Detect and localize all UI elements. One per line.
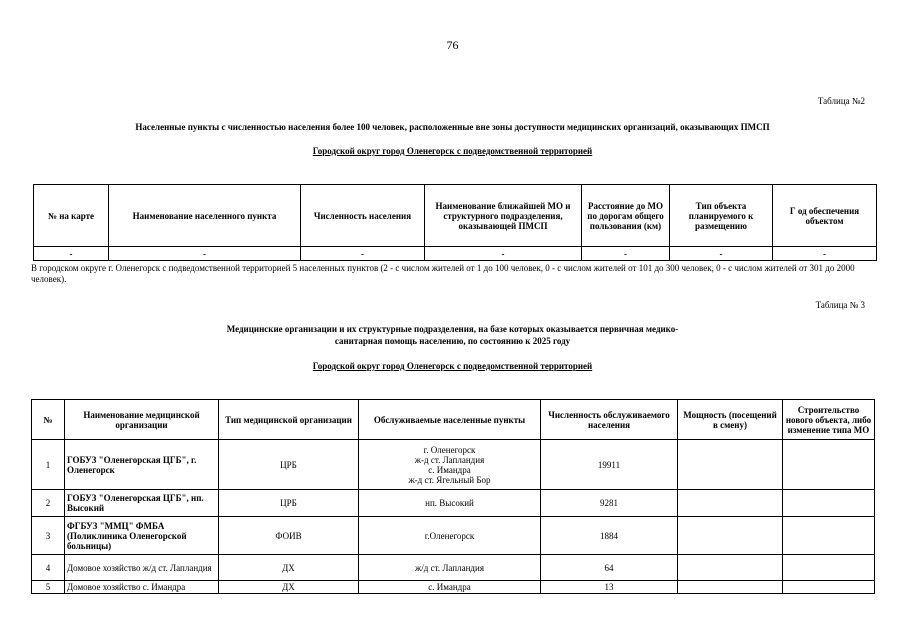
org-type: ФОИВ [219, 517, 359, 555]
table-cell: - [109, 247, 301, 261]
table3-header-row [32, 400, 875, 440]
org-type: ЦРБ [219, 490, 359, 517]
table2-label: Таблица №2 [817, 96, 865, 106]
table-row [32, 440, 875, 490]
table3-header: Численность обслуживаемого населения [541, 400, 678, 440]
capacity [678, 555, 783, 581]
served-places: нп. Высокий [359, 490, 541, 517]
table2-subtitle: Городской округ город Оленегорск с подведомственной территорией [312, 146, 593, 156]
table2-header: Наименование ближайшей МО и структурного подразделения, оказывающей ПМСП [425, 185, 582, 247]
table3-header: Тип медицинской организации [219, 400, 359, 440]
table2-header: Расстояние до МО по дорогам общего пользования (км) [582, 185, 670, 247]
page-number: 76 [446, 38, 459, 52]
population: 64 [541, 555, 678, 581]
construction [783, 490, 875, 517]
construction [783, 555, 875, 581]
row-number: 3 [32, 517, 65, 555]
row-number: 5 [32, 581, 65, 594]
table-row [32, 555, 875, 581]
table2-header: Численность населения [301, 185, 425, 247]
table3-header: № [32, 400, 65, 440]
org-name: ГОБУЗ "Оленегорская ЦГБ", нп. Высокий [65, 490, 219, 517]
org-name: ФГБУЗ "ММЦ" ФМБА (Поликлиника Оленегорской больницы) [65, 517, 219, 555]
org-type: ЦРБ [219, 440, 359, 490]
table-cell: - [425, 247, 582, 261]
table2-header: Г од обеспечения объектом [773, 185, 877, 247]
served-places: с. Имандра [359, 581, 541, 594]
capacity [678, 581, 783, 594]
capacity [678, 440, 783, 490]
table2-title: Населенные пункты с численностью населения более 100 человек, расположенные вне зоны доступности медицинских организаций, оказывающих ПМСП [135, 122, 770, 132]
population: 1884 [541, 517, 678, 555]
population: 13 [541, 581, 678, 594]
capacity [678, 517, 783, 555]
row-number: 4 [32, 555, 65, 581]
table2-header-row [34, 185, 877, 247]
table3-header: Мощность (посещений в смену) [678, 400, 783, 440]
table3-label: Таблица № 3 [815, 300, 865, 310]
population: 19911 [541, 440, 678, 490]
table3 [31, 399, 875, 594]
table-cell: - [34, 247, 109, 261]
table2-header: Тип объекта планируемого к размещению [670, 185, 773, 247]
construction [783, 440, 875, 490]
population: 9281 [541, 490, 678, 517]
org-name: ГОБУЗ "Оленегорская ЦГБ", г. Оленегорск [65, 440, 219, 490]
org-type: ДХ [219, 555, 359, 581]
org-name: Домовое хозяйство ж/д ст. Лапландия [65, 555, 219, 581]
place-item: ж-д ст. Лапландия [414, 454, 485, 465]
table3-header: Обслуживаемые населенные пункты [359, 400, 541, 440]
construction [783, 517, 875, 555]
row-number: 2 [32, 490, 65, 517]
table-row [34, 247, 877, 261]
table2-header: Наименование населенного пункта [109, 185, 301, 247]
place-item: ж-д ст. Ягельный Бор [408, 474, 491, 485]
table3-subtitle: Городской округ город Оленегорск с подведомственной территорией [312, 361, 593, 371]
org-name: Домовое хозяйство с. Имандра [65, 581, 219, 594]
table3-title-line1: Медицинские организации и их структурные подразделения, на базе которых оказывается первичная медико- [226, 324, 679, 334]
org-type: ДХ [219, 581, 359, 594]
served-places: ж/д ст. Лапландия [359, 555, 541, 581]
table-row [32, 581, 875, 594]
row-number: 1 [32, 440, 65, 490]
table2-header: № на карте [34, 185, 109, 247]
table-cell: - [773, 247, 877, 261]
served-places: г.Оленегорск [359, 517, 541, 555]
construction [783, 581, 875, 594]
capacity [678, 490, 783, 517]
table3-title-line2: санитарная помощь населению, по состоянию к 2025 году [334, 336, 571, 346]
table3-header: Наименование медицинской организации [65, 400, 219, 440]
table-cell: - [582, 247, 670, 261]
place-item: с. Имандра [428, 464, 471, 475]
table2-note: В городском округе г. Оленегорск с подведомственной территорией 5 населенных пунктов (2 - с числом жителей от 1 до 100 человек, 0 - с числом жителей от 101 до 300 человек, 0 - с числом жителей от 301 до 2000 человек). [31, 263, 855, 284]
table2 [33, 184, 877, 261]
table-cell: - [301, 247, 425, 261]
table-row [32, 490, 875, 517]
table3-header: Строительство нового объекта, либо изменение типа МО [783, 400, 875, 440]
served-places [359, 440, 541, 490]
table-row [32, 517, 875, 555]
place-item: г. Оленегорск [423, 444, 476, 455]
table-cell: - [670, 247, 773, 261]
